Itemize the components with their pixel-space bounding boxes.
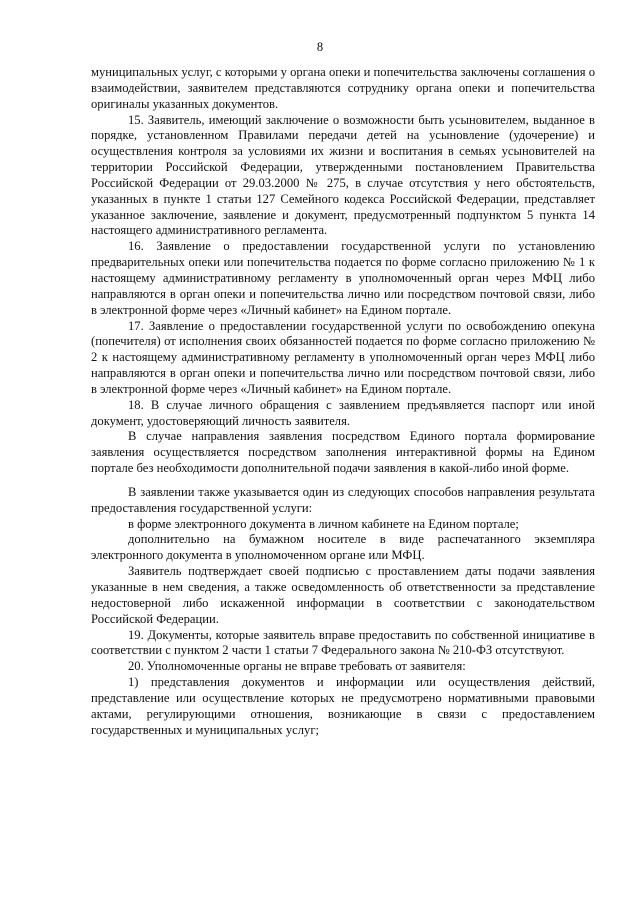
page-number: 8: [316, 40, 324, 54]
document-body: [91, 65, 595, 738]
paragraph-method-electronic: в форме электронного документа в личном кабинете на Едином портале;: [128, 516, 519, 531]
paragraph-item-20: 20. Уполномоченные органы не вправе требовать от заявителя:: [128, 659, 466, 674]
paragraph-item-18: 18. В случае личного обращения с заявлением предъявляется паспорт или иной документ, удостоверяющий личность заявителя.: [91, 397, 595, 428]
paragraph-item-20-1: 1) представления документов и информации или осуществления действий, представление или осуществление которых не предусмотрено нормативными правовыми актами, регулирующими отношения, возникающие в связи с предоставлением государственных и муниципальных услуг;: [91, 675, 595, 737]
paragraph-item-17: 17. Заявление о предоставлении государственной услуги по освобождению опекуна (попечителя) от исполнения своих обязанностей подается по форме согласно приложению № 2 к настоящему административному регламенту в уполномоченный орган через МФЦ либо направляются в орган опеки и попечительства лично или посредством почтовой связи, либо в электронной форме через «Личный кабинет» на Едином портале.: [91, 318, 595, 396]
paragraph-portal-submission: В случае направления заявления посредством Единого портала формирование заявления осуществляется посредством заполнения интерактивной формы на Едином портале без необходимости дополнительной подачи заявления в какой-либо иной форме.: [91, 429, 595, 476]
paragraph-result-methods: В заявлении также указывается один из следующих способов направления результата предоставления государственной услуги:: [91, 484, 595, 515]
paragraph-continuation: муниципальных услуг, с которыми у органа опеки и попечительства заключены соглашения о взаимодействии, заявителем представляются сотруднику органа опеки и попечительства оригиналы указанных документов.: [91, 65, 595, 111]
paragraph-item-19: 19. Документы, которые заявитель вправе предоставить по собственной инициативе в соответствии с пунктом 2 части 1 статьи 7 Федерального закона № 210-ФЗ отсутствуют.: [91, 627, 595, 658]
paragraph-applicant-confirmation: Заявитель подтверждает своей подписью с проставлением даты подачи заявления указанные в нем сведения, а также осведомленность об ответственности за представление недостоверной либо искаженной информации в соответствии с законодательством Российской Федерации.: [91, 564, 595, 626]
paragraph-item-16: 16. Заявление о предоставлении государственной услуги по установлению предварительных опеки или попечительства подается по форме согласно приложению № 1 к настоящему административному регламенту в уполномоченный орган через МФЦ либо направляются в орган опеки и попечительства лично или посредством почтовой связи, либо в электронной форме через «Личный кабинет» на Едином портале.: [91, 239, 595, 317]
paragraph-item-15: 15. Заявитель, имеющий заключение о возможности быть усыновителем, выданное в порядке, установленном Правилами передачи детей на усыновление (удочерение) и осуществления контроля за условиями их жизни и воспитания в семьях усыновителей на территории Российской Федерации, утвержденными постановлением Правительства Российской Федерации от 29.03.2000 № 275, в случае отсутствия у него обстоятельств, указанных в пункте 1 статьи 127 Семейного кодекса Российской Федерации, представляет указанное заключение, заявление и документ, предусмотренный подпунктом 5 пункта 14 настоящего административного регламента.: [91, 112, 595, 238]
paragraph-method-paper: дополнительно на бумажном носителе в виде распечатанного экземпляра электронного документа в уполномоченном органе или МФЦ.: [91, 532, 595, 563]
